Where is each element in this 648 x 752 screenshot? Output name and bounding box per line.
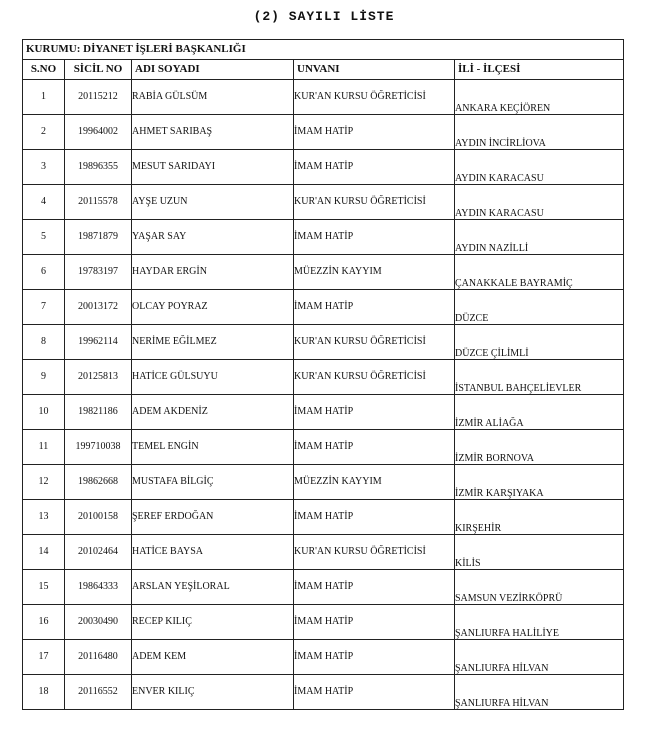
cell-name: HAYDAR ERGİN [132, 255, 294, 290]
cell-title: KUR'AN KURSU ÖĞRETİCİSİ [294, 535, 455, 570]
personnel-table [22, 39, 624, 710]
cell-title: İMAM HATİP [294, 150, 455, 185]
table-row [23, 185, 624, 220]
table-row [23, 255, 624, 290]
cell-sno: 16 [23, 605, 65, 640]
cell-sicil-no: 19964002 [65, 115, 132, 150]
cell-sno: 17 [23, 640, 65, 675]
header-title: UNVANI [294, 60, 455, 80]
cell-sno: 15 [23, 570, 65, 605]
cell-sicil-no: 19871879 [65, 220, 132, 255]
cell-name: TEMEL ENGİN [132, 430, 294, 465]
table-row [23, 150, 624, 185]
cell-sno: 14 [23, 535, 65, 570]
cell-sicil-no: 19962114 [65, 325, 132, 360]
cell-sno: 4 [23, 185, 65, 220]
table-row [23, 395, 624, 430]
table-row [23, 500, 624, 535]
cell-place: ANKARA KEÇİÖREN [455, 80, 624, 115]
cell-name: ADEM AKDENİZ [132, 395, 294, 430]
cell-name: HATİCE GÜLSUYU [132, 360, 294, 395]
cell-sicil-no: 20115212 [65, 80, 132, 115]
header-place: İLİ - İLÇESİ [455, 60, 624, 80]
cell-place: İZMİR BORNOVA [455, 430, 624, 465]
cell-sno: 3 [23, 150, 65, 185]
cell-title: İMAM HATİP [294, 115, 455, 150]
cell-title: KUR'AN KURSU ÖĞRETİCİSİ [294, 360, 455, 395]
cell-sicil-no: 20102464 [65, 535, 132, 570]
cell-sicil-no: 20030490 [65, 605, 132, 640]
cell-sicil-no: 20100158 [65, 500, 132, 535]
cell-sicil-no: 20116480 [65, 640, 132, 675]
cell-place: AYDIN NAZİLLİ [455, 220, 624, 255]
cell-place: İZMİR ALİAĞA [455, 395, 624, 430]
cell-sicil-no: 19862668 [65, 465, 132, 500]
cell-name: RABİA GÜLSÜM [132, 80, 294, 115]
table-body [23, 40, 624, 710]
table-row [23, 80, 624, 115]
cell-name: RECEP KILIÇ [132, 605, 294, 640]
cell-sicil-no: 199710038 [65, 430, 132, 465]
cell-place: İSTANBUL BAHÇELİEVLER [455, 360, 624, 395]
cell-title: İMAM HATİP [294, 290, 455, 325]
cell-sno: 9 [23, 360, 65, 395]
cell-sicil-no: 19821186 [65, 395, 132, 430]
header-name: ADI SOYADI [132, 60, 294, 80]
header-sicil-no: SİCİL NO [65, 60, 132, 80]
table-row [23, 115, 624, 150]
cell-sno: 7 [23, 290, 65, 325]
cell-name: ŞEREF ERDOĞAN [132, 500, 294, 535]
cell-sno: 8 [23, 325, 65, 360]
cell-place: İZMİR KARŞIYAKA [455, 465, 624, 500]
cell-title: MÜEZZİN KAYYIM [294, 465, 455, 500]
cell-place: ŞANLIURFA HİLVAN [455, 675, 624, 710]
cell-name: NERİME EĞİLMEZ [132, 325, 294, 360]
cell-place: AYDIN KARACASU [455, 185, 624, 220]
cell-title: İMAM HATİP [294, 570, 455, 605]
cell-name: AYŞE UZUN [132, 185, 294, 220]
cell-title: MÜEZZİN KAYYIM [294, 255, 455, 290]
cell-name: HATİCE BAYSA [132, 535, 294, 570]
cell-title: KUR'AN KURSU ÖĞRETİCİSİ [294, 185, 455, 220]
cell-name: MESUT SARIDAYI [132, 150, 294, 185]
cell-name: ENVER KILIÇ [132, 675, 294, 710]
institution-row [23, 40, 624, 60]
cell-place: ŞANLIURFA HALİLİYE [455, 605, 624, 640]
cell-name: ADEM KEM [132, 640, 294, 675]
table-row [23, 675, 624, 710]
cell-sicil-no: 19864333 [65, 570, 132, 605]
table-row [23, 430, 624, 465]
cell-title: İMAM HATİP [294, 605, 455, 640]
cell-sicil-no: 19783197 [65, 255, 132, 290]
institution-label: KURUMU: DİYANET İŞLERİ BAŞKANLIĞI [23, 40, 624, 60]
cell-name: AHMET SARIBAŞ [132, 115, 294, 150]
cell-place: SAMSUN VEZİRKÖPRÜ [455, 570, 624, 605]
cell-place: DÜZCE ÇİLİMLİ [455, 325, 624, 360]
cell-sno: 13 [23, 500, 65, 535]
cell-sno: 10 [23, 395, 65, 430]
document-title: (2) SAYILI LİSTE [253, 9, 395, 24]
cell-title: KUR'AN KURSU ÖĞRETİCİSİ [294, 325, 455, 360]
table-row [23, 570, 624, 605]
cell-name: OLCAY POYRAZ [132, 290, 294, 325]
cell-place: KİLİS [455, 535, 624, 570]
cell-sicil-no: 20013172 [65, 290, 132, 325]
table-row [23, 290, 624, 325]
cell-sno: 1 [23, 80, 65, 115]
cell-title: İMAM HATİP [294, 395, 455, 430]
cell-sno: 5 [23, 220, 65, 255]
cell-sno: 12 [23, 465, 65, 500]
table-row [23, 360, 624, 395]
header-row [23, 60, 624, 80]
cell-sno: 2 [23, 115, 65, 150]
cell-title: İMAM HATİP [294, 220, 455, 255]
cell-place: KIRŞEHİR [455, 500, 624, 535]
cell-sicil-no: 20115578 [65, 185, 132, 220]
cell-place: DÜZCE [455, 290, 624, 325]
table-row [23, 220, 624, 255]
cell-place: AYDIN İNCİRLİOVA [455, 115, 624, 150]
cell-title: İMAM HATİP [294, 500, 455, 535]
table-row [23, 605, 624, 640]
header-sno: S.NO [23, 60, 65, 80]
cell-sno: 11 [23, 430, 65, 465]
cell-place: AYDIN KARACASU [455, 150, 624, 185]
cell-name: MUSTAFA BİLGİÇ [132, 465, 294, 500]
cell-place: ÇANAKKALE BAYRAMİÇ [455, 255, 624, 290]
cell-name: YAŞAR SAY [132, 220, 294, 255]
cell-title: İMAM HATİP [294, 675, 455, 710]
cell-sicil-no: 20116552 [65, 675, 132, 710]
cell-name: ARSLAN YEŞİLORAL [132, 570, 294, 605]
cell-sicil-no: 20125813 [65, 360, 132, 395]
table-row [23, 465, 624, 500]
cell-sno: 18 [23, 675, 65, 710]
cell-sicil-no: 19896355 [65, 150, 132, 185]
cell-title: İMAM HATİP [294, 430, 455, 465]
table-row [23, 325, 624, 360]
cell-sno: 6 [23, 255, 65, 290]
cell-title: İMAM HATİP [294, 640, 455, 675]
table-row [23, 640, 624, 675]
cell-place: ŞANLIURFA HİLVAN [455, 640, 624, 675]
table-row [23, 535, 624, 570]
cell-title: KUR'AN KURSU ÖĞRETİCİSİ [294, 80, 455, 115]
